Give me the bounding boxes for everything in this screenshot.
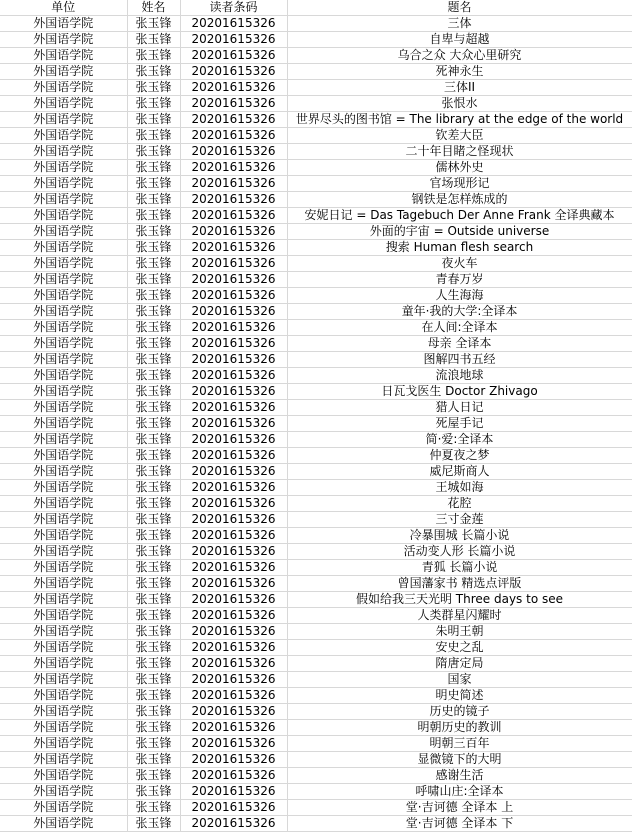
table-row: [0, 352, 632, 368]
cell-unit[interactable]: 外国语学院: [0, 528, 127, 544]
table-row: [0, 752, 632, 768]
header-cell-name[interactable]: 姓名: [127, 0, 180, 16]
table-row: [0, 528, 632, 544]
cell-name[interactable]: 张玉锋: [127, 496, 180, 512]
cell-name[interactable]: 张玉锋: [127, 672, 180, 688]
table-row: [0, 96, 632, 112]
table-row: [0, 160, 632, 176]
cell-name[interactable]: 张玉锋: [127, 160, 180, 176]
cell-title[interactable]: 二十年目睹之怪现状: [287, 144, 632, 160]
cell-name[interactable]: 张玉锋: [127, 336, 180, 352]
cell-unit[interactable]: 外国语学院: [0, 704, 127, 720]
cell-name[interactable]: 张玉锋: [127, 704, 180, 720]
cell-title[interactable]: 感谢生活: [287, 768, 632, 784]
cell-name[interactable]: 张玉锋: [127, 384, 180, 400]
cell-title[interactable]: 钢铁是怎样炼成的: [287, 192, 632, 208]
cell-name[interactable]: 张玉锋: [127, 512, 180, 528]
cell-unit[interactable]: 外国语学院: [0, 144, 127, 160]
cell-barcode[interactable]: 20201615326: [180, 112, 287, 128]
table-row: [0, 432, 632, 448]
cell-title[interactable]: 历史的镜子: [287, 704, 632, 720]
cell-name[interactable]: 张玉锋: [127, 560, 180, 576]
cell-barcode[interactable]: 20201615326: [180, 128, 287, 144]
cell-barcode[interactable]: 20201615326: [180, 224, 287, 240]
cell-title[interactable]: 明史简述: [287, 688, 632, 704]
cell-unit[interactable]: 外国语学院: [0, 80, 127, 96]
table-row: [0, 688, 632, 704]
cell-unit[interactable]: 外国语学院: [0, 688, 127, 704]
table-row: [0, 304, 632, 320]
cell-title[interactable]: 花腔: [287, 496, 632, 512]
cell-barcode[interactable]: 20201615326: [180, 336, 287, 352]
cell-name[interactable]: 张玉锋: [127, 352, 180, 368]
cell-title[interactable]: 搜索 Human flesh search: [287, 240, 632, 256]
table-row: [0, 64, 632, 80]
cell-barcode[interactable]: 20201615326: [180, 16, 287, 32]
cell-barcode[interactable]: 20201615326: [180, 80, 287, 96]
cell-title[interactable]: 钦差大臣: [287, 128, 632, 144]
cell-barcode[interactable]: 20201615326: [180, 48, 287, 64]
table-row: [0, 320, 632, 336]
cell-unit[interactable]: 外国语学院: [0, 752, 127, 768]
cell-title[interactable]: 夜火车: [287, 256, 632, 272]
cell-barcode[interactable]: 20201615326: [180, 784, 287, 800]
cell-unit[interactable]: 外国语学院: [0, 192, 127, 208]
cell-title[interactable]: 呼啸山庄:全译本: [287, 784, 632, 800]
cell-name[interactable]: 张玉锋: [127, 304, 180, 320]
cell-title[interactable]: 曾国藩家书 精选点评版: [287, 576, 632, 592]
cell-title[interactable]: 简·爱:全译本: [287, 432, 632, 448]
table-row: [0, 368, 632, 384]
cell-name[interactable]: 张玉锋: [127, 400, 180, 416]
cell-barcode[interactable]: 20201615326: [180, 160, 287, 176]
cell-name[interactable]: 张玉锋: [127, 96, 180, 112]
table-row: [0, 784, 632, 800]
header-cell-unit[interactable]: 单位: [0, 0, 127, 16]
cell-title[interactable]: 乌合之众 大众心里研究: [287, 48, 632, 64]
cell-name[interactable]: 张玉锋: [127, 368, 180, 384]
cell-barcode[interactable]: 20201615326: [180, 208, 287, 224]
cell-title[interactable]: 国家: [287, 672, 632, 688]
cell-unit[interactable]: 外国语学院: [0, 480, 127, 496]
table-row: [0, 624, 632, 640]
cell-unit[interactable]: 外国语学院: [0, 720, 127, 736]
cell-name[interactable]: 张玉锋: [127, 16, 180, 32]
cell-unit[interactable]: 外国语学院: [0, 560, 127, 576]
table-row: [0, 288, 632, 304]
table-row: [0, 32, 632, 48]
table-row: [0, 208, 632, 224]
cell-title[interactable]: 活动变人形 长篇小说: [287, 544, 632, 560]
cell-unit[interactable]: 外国语学院: [0, 352, 127, 368]
cell-unit[interactable]: 外国语学院: [0, 784, 127, 800]
cell-unit[interactable]: 外国语学院: [0, 448, 127, 464]
cell-name[interactable]: 张玉锋: [127, 592, 180, 608]
cell-title[interactable]: 青狐 长篇小说: [287, 560, 632, 576]
cell-unit[interactable]: 外国语学院: [0, 400, 127, 416]
cell-name[interactable]: 张玉锋: [127, 640, 180, 656]
cell-name[interactable]: 张玉锋: [127, 144, 180, 160]
cell-barcode[interactable]: 20201615326: [180, 368, 287, 384]
cell-title[interactable]: 自卑与超越: [287, 32, 632, 48]
cell-unit[interactable]: 外国语学院: [0, 816, 127, 832]
table-row: [0, 576, 632, 592]
table-row: [0, 144, 632, 160]
table-row: [0, 720, 632, 736]
cell-barcode[interactable]: 20201615326: [180, 416, 287, 432]
cell-name[interactable]: 张玉锋: [127, 752, 180, 768]
cell-unit[interactable]: 外国语学院: [0, 48, 127, 64]
cell-barcode[interactable]: 20201615326: [180, 288, 287, 304]
table-row: [0, 592, 632, 608]
cell-unit[interactable]: 外国语学院: [0, 336, 127, 352]
cell-title[interactable]: 日瓦戈医生 Doctor Zhivago: [287, 384, 632, 400]
cell-name[interactable]: 张玉锋: [127, 48, 180, 64]
cell-title[interactable]: 三体II: [287, 80, 632, 96]
table-row: [0, 800, 632, 816]
cell-name[interactable]: 张玉锋: [127, 784, 180, 800]
cell-title[interactable]: 儒林外史: [287, 160, 632, 176]
header-row: [0, 0, 632, 16]
table-row: [0, 272, 632, 288]
cell-name[interactable]: 张玉锋: [127, 208, 180, 224]
cell-unit[interactable]: 外国语学院: [0, 320, 127, 336]
cell-unit[interactable]: 外国语学院: [0, 368, 127, 384]
table-row: [0, 48, 632, 64]
cell-title[interactable]: 死屋手记: [287, 416, 632, 432]
cell-unit[interactable]: 外国语学院: [0, 432, 127, 448]
cell-barcode[interactable]: 20201615326: [180, 704, 287, 720]
table-row: [0, 16, 632, 32]
cell-name[interactable]: 张玉锋: [127, 240, 180, 256]
cell-name[interactable]: 张玉锋: [127, 480, 180, 496]
cell-title[interactable]: 官场现形记: [287, 176, 632, 192]
cell-unit[interactable]: 外国语学院: [0, 416, 127, 432]
table-row: [0, 496, 632, 512]
cell-barcode[interactable]: 20201615326: [180, 720, 287, 736]
table-row: [0, 608, 632, 624]
cell-barcode[interactable]: 20201615326: [180, 688, 287, 704]
cell-unit[interactable]: 外国语学院: [0, 640, 127, 656]
cell-unit[interactable]: 外国语学院: [0, 512, 127, 528]
cell-unit[interactable]: 外国语学院: [0, 736, 127, 752]
cell-name[interactable]: 张玉锋: [127, 464, 180, 480]
table-row: [0, 560, 632, 576]
cell-unit[interactable]: 外国语学院: [0, 800, 127, 816]
table-row: [0, 736, 632, 752]
cell-title[interactable]: 张恨水: [287, 96, 632, 112]
cell-unit[interactable]: 外国语学院: [0, 256, 127, 272]
cell-unit[interactable]: 外国语学院: [0, 272, 127, 288]
cell-barcode[interactable]: 20201615326: [180, 656, 287, 672]
cell-title[interactable]: 童年·我的大学:全译本: [287, 304, 632, 320]
cell-barcode[interactable]: 20201615326: [180, 496, 287, 512]
cell-barcode[interactable]: 20201615326: [180, 672, 287, 688]
cell-title[interactable]: 世界尽头的图书馆 = The library at the edge of the world: [287, 112, 632, 128]
cell-unit[interactable]: 外国语学院: [0, 160, 127, 176]
cell-unit[interactable]: 外国语学院: [0, 64, 127, 80]
cell-unit[interactable]: 外国语学院: [0, 32, 127, 48]
cell-unit[interactable]: 外国语学院: [0, 656, 127, 672]
cell-title[interactable]: 母亲 全译本: [287, 336, 632, 352]
cell-barcode[interactable]: 20201615326: [180, 512, 287, 528]
cell-unit[interactable]: 外国语学院: [0, 496, 127, 512]
cell-unit[interactable]: 外国语学院: [0, 112, 127, 128]
cell-barcode[interactable]: 20201615326: [180, 256, 287, 272]
cell-unit[interactable]: 外国语学院: [0, 608, 127, 624]
table-row: [0, 768, 632, 784]
table-row: [0, 384, 632, 400]
cell-name[interactable]: 张玉锋: [127, 624, 180, 640]
table-row: [0, 816, 632, 832]
cell-barcode[interactable]: 20201615326: [180, 64, 287, 80]
table-row: [0, 704, 632, 720]
table-row: [0, 672, 632, 688]
cell-name[interactable]: 张玉锋: [127, 192, 180, 208]
cell-title[interactable]: 流浪地球: [287, 368, 632, 384]
cell-barcode[interactable]: 20201615326: [180, 480, 287, 496]
cell-unit[interactable]: 外国语学院: [0, 208, 127, 224]
cell-barcode[interactable]: 20201615326: [180, 800, 287, 816]
cell-name[interactable]: 张玉锋: [127, 608, 180, 624]
cell-unit[interactable]: 外国语学院: [0, 768, 127, 784]
cell-title[interactable]: 死神永生: [287, 64, 632, 80]
cell-name[interactable]: 张玉锋: [127, 64, 180, 80]
cell-name[interactable]: 张玉锋: [127, 816, 180, 832]
cell-title[interactable]: 安史之乱: [287, 640, 632, 656]
cell-unit[interactable]: 外国语学院: [0, 624, 127, 640]
cell-title[interactable]: 明朝历史的教训: [287, 720, 632, 736]
cell-name[interactable]: 张玉锋: [127, 528, 180, 544]
table-row: [0, 512, 632, 528]
cell-name[interactable]: 张玉锋: [127, 272, 180, 288]
cell-title[interactable]: 冷暴围城 长篇小说: [287, 528, 632, 544]
cell-title[interactable]: 王城如海: [287, 480, 632, 496]
cell-unit[interactable]: 外国语学院: [0, 672, 127, 688]
table-row: [0, 176, 632, 192]
cell-name[interactable]: 张玉锋: [127, 288, 180, 304]
cell-unit[interactable]: 外国语学院: [0, 304, 127, 320]
cell-barcode[interactable]: 20201615326: [180, 384, 287, 400]
table-row: [0, 336, 632, 352]
cell-barcode[interactable]: 20201615326: [180, 768, 287, 784]
cell-name[interactable]: 张玉锋: [127, 448, 180, 464]
cell-unit[interactable]: 外国语学院: [0, 592, 127, 608]
cell-title[interactable]: 猎人日记: [287, 400, 632, 416]
table-row: [0, 544, 632, 560]
cell-barcode[interactable]: 20201615326: [180, 448, 287, 464]
cell-title[interactable]: 显微镜下的大明: [287, 752, 632, 768]
cell-unit[interactable]: 外国语学院: [0, 128, 127, 144]
cell-barcode[interactable]: 20201615326: [180, 176, 287, 192]
cell-barcode[interactable]: 20201615326: [180, 400, 287, 416]
cell-barcode[interactable]: 20201615326: [180, 272, 287, 288]
cell-barcode[interactable]: 20201615326: [180, 544, 287, 560]
cell-name[interactable]: 张玉锋: [127, 576, 180, 592]
cell-name[interactable]: 张玉锋: [127, 432, 180, 448]
cell-barcode[interactable]: 20201615326: [180, 320, 287, 336]
cell-unit[interactable]: 外国语学院: [0, 576, 127, 592]
table-row: [0, 80, 632, 96]
cell-name[interactable]: 张玉锋: [127, 112, 180, 128]
cell-unit[interactable]: 外国语学院: [0, 96, 127, 112]
cell-barcode[interactable]: 20201615326: [180, 752, 287, 768]
table-row: [0, 640, 632, 656]
table-row: [0, 192, 632, 208]
cell-title[interactable]: 人类群星闪耀时: [287, 608, 632, 624]
cell-title[interactable]: 威尼斯商人: [287, 464, 632, 480]
cell-barcode[interactable]: 20201615326: [180, 624, 287, 640]
cell-title[interactable]: 朱明王朝: [287, 624, 632, 640]
cell-title[interactable]: 仲夏夜之梦: [287, 448, 632, 464]
cell-title[interactable]: 三体: [287, 16, 632, 32]
cell-title[interactable]: 明朝三百年: [287, 736, 632, 752]
cell-unit[interactable]: 外国语学院: [0, 224, 127, 240]
cell-name[interactable]: 张玉锋: [127, 256, 180, 272]
table-row: [0, 128, 632, 144]
table-row: [0, 656, 632, 672]
cell-barcode[interactable]: 20201615326: [180, 144, 287, 160]
cell-barcode[interactable]: 20201615326: [180, 96, 287, 112]
cell-title[interactable]: 隋唐定局: [287, 656, 632, 672]
header-cell-barcode[interactable]: 读者条码: [180, 0, 287, 16]
table-row: [0, 112, 632, 128]
cell-name[interactable]: 张玉锋: [127, 32, 180, 48]
cell-title[interactable]: 假如给我三天光明 Three days to see: [287, 592, 632, 608]
cell-name[interactable]: 张玉锋: [127, 768, 180, 784]
cell-name[interactable]: 张玉锋: [127, 224, 180, 240]
cell-unit[interactable]: 外国语学院: [0, 240, 127, 256]
cell-barcode[interactable]: 20201615326: [180, 352, 287, 368]
cell-title[interactable]: 图解四书五经: [287, 352, 632, 368]
cell-unit[interactable]: 外国语学院: [0, 176, 127, 192]
table-row: [0, 224, 632, 240]
cell-unit[interactable]: 外国语学院: [0, 464, 127, 480]
table-row: [0, 416, 632, 432]
cell-barcode[interactable]: 20201615326: [180, 592, 287, 608]
cell-name[interactable]: 张玉锋: [127, 416, 180, 432]
cell-barcode[interactable]: 20201615326: [180, 32, 287, 48]
cell-barcode[interactable]: 20201615326: [180, 640, 287, 656]
cell-name[interactable]: 张玉锋: [127, 800, 180, 816]
cell-unit[interactable]: 外国语学院: [0, 544, 127, 560]
cell-name[interactable]: 张玉锋: [127, 320, 180, 336]
cell-barcode[interactable]: 20201615326: [180, 560, 287, 576]
cell-title[interactable]: 外面的宇宙 = Outside universe: [287, 224, 632, 240]
header-cell-title[interactable]: 题名: [287, 0, 632, 16]
cell-name[interactable]: 张玉锋: [127, 128, 180, 144]
cell-barcode[interactable]: 20201615326: [180, 192, 287, 208]
cell-barcode[interactable]: 20201615326: [180, 240, 287, 256]
cell-unit[interactable]: 外国语学院: [0, 16, 127, 32]
cell-title[interactable]: 人生海海: [287, 288, 632, 304]
cell-unit[interactable]: 外国语学院: [0, 384, 127, 400]
table-row: [0, 448, 632, 464]
cell-name[interactable]: 张玉锋: [127, 544, 180, 560]
table-body: [0, 16, 632, 832]
cell-name[interactable]: 张玉锋: [127, 176, 180, 192]
cell-barcode[interactable]: 20201615326: [180, 464, 287, 480]
table-row: [0, 480, 632, 496]
cell-name[interactable]: 张玉锋: [127, 720, 180, 736]
cell-name[interactable]: 张玉锋: [127, 736, 180, 752]
table-row: [0, 240, 632, 256]
cell-title[interactable]: 三寸金莲: [287, 512, 632, 528]
cell-barcode[interactable]: 20201615326: [180, 736, 287, 752]
cell-barcode[interactable]: 20201615326: [180, 816, 287, 832]
cell-title[interactable]: 堂·吉诃德 全译本 上: [287, 800, 632, 816]
cell-barcode[interactable]: 20201615326: [180, 576, 287, 592]
cell-name[interactable]: 张玉锋: [127, 688, 180, 704]
cell-title[interactable]: 堂·吉诃德 全译本 下: [287, 816, 632, 832]
cell-unit[interactable]: 外国语学院: [0, 288, 127, 304]
cell-name[interactable]: 张玉锋: [127, 80, 180, 96]
cell-title[interactable]: 青春万岁: [287, 272, 632, 288]
cell-barcode[interactable]: 20201615326: [180, 528, 287, 544]
cell-title[interactable]: 安妮日记 = Das Tagebuch Der Anne Frank 全译典藏本: [287, 208, 632, 224]
cell-barcode[interactable]: 20201615326: [180, 432, 287, 448]
cell-title[interactable]: 在人间:全译本: [287, 320, 632, 336]
cell-barcode[interactable]: 20201615326: [180, 304, 287, 320]
cell-barcode[interactable]: 20201615326: [180, 608, 287, 624]
table-row: [0, 400, 632, 416]
table-row: [0, 464, 632, 480]
cell-name[interactable]: 张玉锋: [127, 656, 180, 672]
table-row: [0, 256, 632, 272]
